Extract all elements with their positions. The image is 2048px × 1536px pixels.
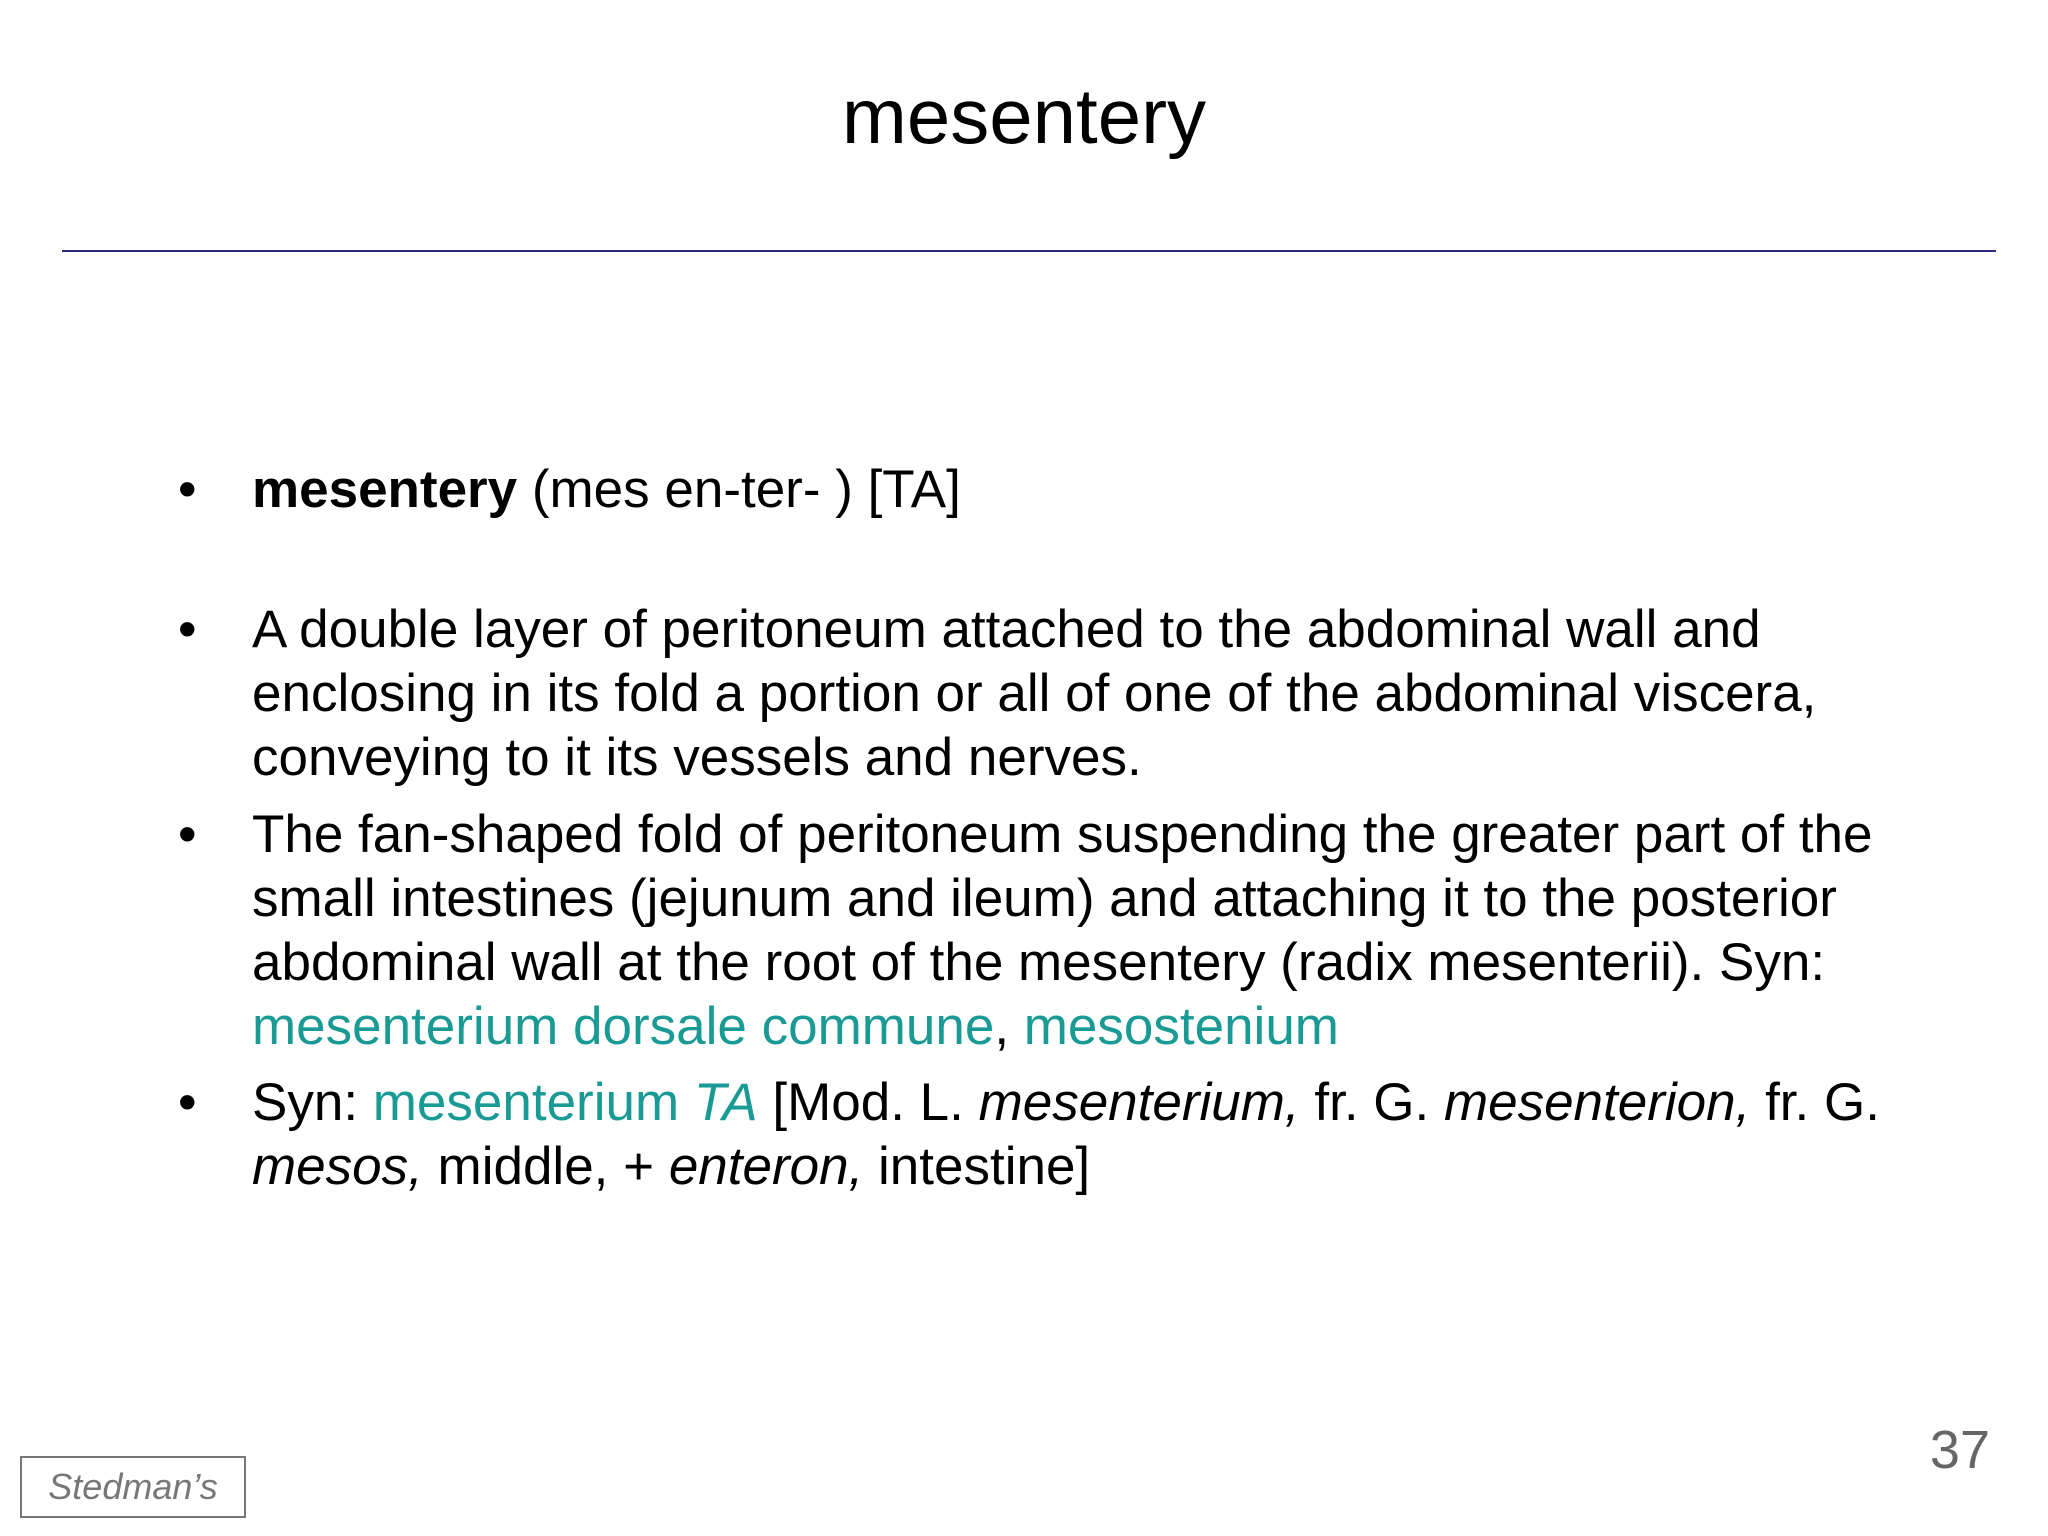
definition-2-text: The fan-shaped fold of peritoneum suspending the greater part of the small intestines (jejunum and ileum) and attaching it to the posterior abdominal wall at the root of the mesentery (radix mesenterii). Syn: xyxy=(252,805,1873,992)
page-number: 37 xyxy=(1929,1420,1990,1480)
etymology-term: mesenterion, xyxy=(1443,1073,1751,1132)
source-label: Stedman’s xyxy=(20,1456,246,1518)
bullet-marker: • xyxy=(178,1073,197,1132)
pronunciation: (mes en-ter- ) [TA] xyxy=(517,460,961,519)
bullet-definition-2 xyxy=(178,803,1902,1059)
etymology-term: mesos, xyxy=(252,1137,423,1196)
synonym-prefix: Syn: xyxy=(252,1073,373,1132)
bullet-definition-1 xyxy=(178,598,1902,790)
synonym-link-mesenterium[interactable]: mesenterium xyxy=(372,1073,694,1132)
etymology-text: intestine] xyxy=(863,1137,1091,1196)
bullet-marker: • xyxy=(178,805,197,864)
title-divider xyxy=(62,250,1996,252)
etymology-term: mesenterium, xyxy=(978,1073,1300,1132)
bullet-marker: • xyxy=(178,460,197,519)
etymology-text: fr. G. xyxy=(1299,1073,1444,1132)
synonym-link-mesostenium[interactable]: mesostenium xyxy=(1023,997,1339,1056)
etymology-text: middle, + xyxy=(422,1137,669,1196)
headword: mesentery xyxy=(252,460,518,519)
etymology-text: [Mod. L. xyxy=(757,1073,979,1132)
slide-title: mesentery xyxy=(841,72,1207,160)
etymology-term: enteron, xyxy=(668,1137,864,1196)
bullet-marker: • xyxy=(178,600,197,659)
synonym-link-mesenterium-dorsale-commune[interactable]: mesenterium dorsale commune xyxy=(252,997,995,1056)
etymology-text: fr. G. xyxy=(1750,1073,1880,1132)
bullet-synonym-etymology xyxy=(178,1071,1902,1199)
synonym-ta-tag[interactable]: TA xyxy=(693,1073,758,1132)
synonym-separator: , xyxy=(994,997,1024,1056)
bullet-headword xyxy=(178,458,1902,522)
definition-1-text: A double layer of peritoneum attached to the abdominal wall and enclosing in its fold a portion or all of one of the abdominal viscera, conveying to it its vessels and nerves. xyxy=(252,600,1817,787)
